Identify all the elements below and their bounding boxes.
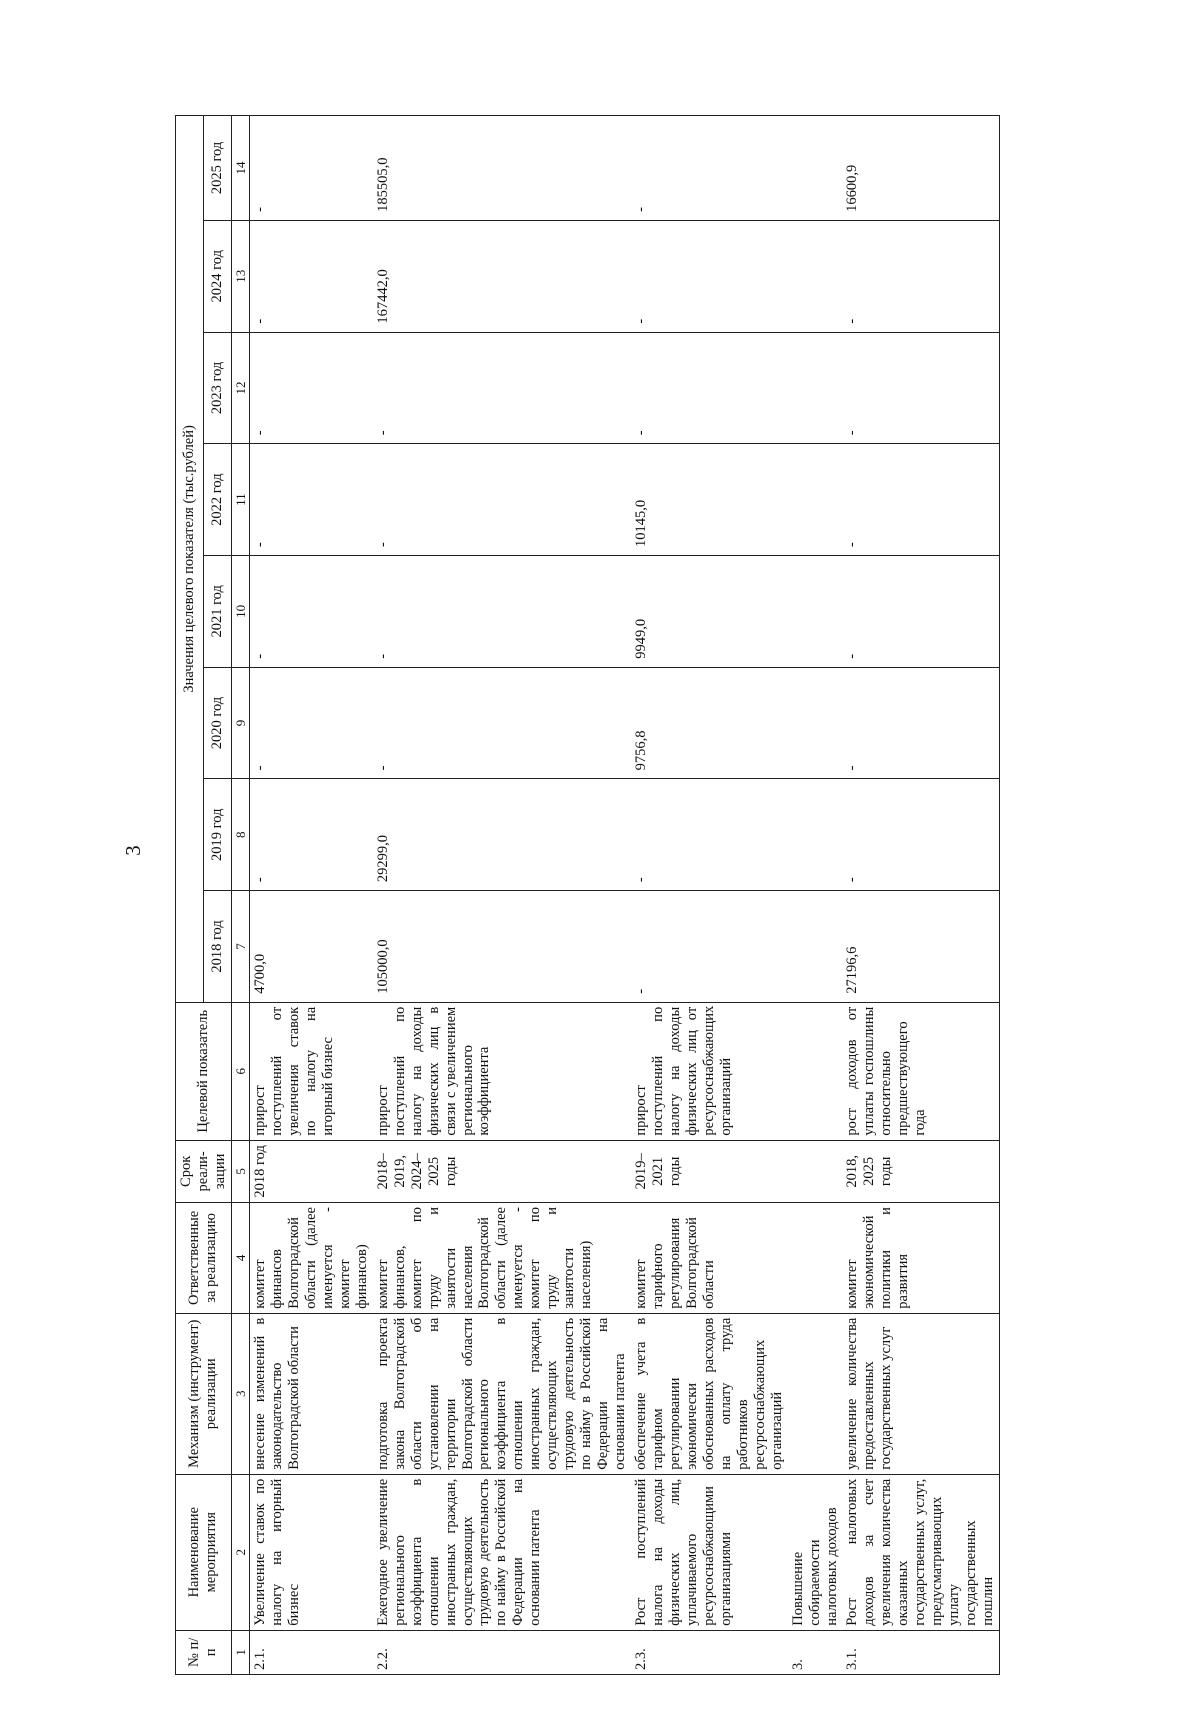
- cell-name: Рост налоговых доходов за счет увеличения количества оказанных государственных услуг, предусматривающих уплату государственных пошлин: [842, 1474, 999, 1630]
- cell-value: -: [250, 779, 373, 891]
- header-term: Срок реали-зации: [176, 1140, 232, 1202]
- header-column-number: 13: [231, 220, 249, 332]
- page-number: 3: [120, 845, 145, 856]
- measures-table: [175, 115, 1000, 1675]
- header-year: 2018 год: [203, 891, 231, 1003]
- header-year: 2020 год: [203, 667, 231, 779]
- header-year: 2025 год: [203, 116, 231, 221]
- cell-name: Ежегодное увеличение регионального коэффициента в отношении иностранных граждан, осуществляющих трудовую деятельность по найму в Российской Федерации на основании патента: [373, 1474, 631, 1630]
- cell-name: Увеличение ставок по налогу на игорный бизнес: [250, 1474, 373, 1630]
- cell-value: -: [631, 332, 788, 444]
- cell-mechanism: обеспечение учета в тарифном регулировании экономически обоснованных расходов на оплату труда работников ресурсоснабжающих организаций: [631, 1313, 788, 1474]
- cell-num: 2.1.: [250, 1630, 373, 1674]
- cell-value: 9756,8: [631, 667, 788, 779]
- header-column-number: 9: [231, 667, 249, 779]
- header-column-number: 2: [231, 1474, 249, 1630]
- cell-target: прирост поступлений от увеличения ставок по налогу на игорный бизнес: [250, 1002, 373, 1140]
- cell-value: -: [250, 555, 373, 667]
- header-year: 2024 год: [203, 220, 231, 332]
- cell-value: [788, 667, 843, 779]
- header-name: Наименование мероприятия: [176, 1474, 232, 1630]
- cell-value: -: [631, 779, 788, 891]
- cell-mechanism: увеличение количества предоставленных государственных услуг: [842, 1313, 999, 1474]
- cell-value: -: [373, 444, 631, 556]
- table-row: [631, 116, 788, 1675]
- cell-value: 185505,0: [373, 116, 631, 221]
- table-row: [373, 116, 631, 1675]
- cell-num: 3.: [788, 1630, 843, 1674]
- header-column-number: 7: [231, 891, 249, 1003]
- cell-value: -: [842, 779, 999, 891]
- header-column-number: 11: [231, 444, 249, 556]
- cell-target: прирост поступлений по налогу на доходы физических лиц в связи с увеличением регионального коэффициента: [373, 1002, 631, 1140]
- cell-value: -: [250, 667, 373, 779]
- cell-num: 2.2.: [373, 1630, 631, 1674]
- table-header: [176, 116, 250, 1675]
- cell-value: -: [631, 116, 788, 221]
- cell-value: -: [373, 555, 631, 667]
- cell-value: -: [842, 444, 999, 556]
- header-column-number: 8: [231, 779, 249, 891]
- header-column-number: 3: [231, 1313, 249, 1474]
- cell-term: 2019–2021 годы: [631, 1140, 788, 1202]
- cell-value: [788, 444, 843, 556]
- cell-value: -: [250, 220, 373, 332]
- cell-num: 2.3.: [631, 1630, 788, 1674]
- cell-value: 10145,0: [631, 444, 788, 556]
- cell-value: -: [842, 667, 999, 779]
- cell-value: 9949,0: [631, 555, 788, 667]
- cell-responsible: комитет экономической политики и развития: [842, 1203, 999, 1314]
- header-column-number: 4: [231, 1203, 249, 1314]
- header-year: 2021 год: [203, 555, 231, 667]
- cell-value: 29299,0: [373, 779, 631, 891]
- cell-name: Рост поступлений налога на доходы физических лиц, уплачиваемого ресурсоснабжающими организациями: [631, 1474, 788, 1630]
- cell-responsible: комитет финансов Волгоградской области (далее именуется - комитет финансов): [250, 1203, 373, 1314]
- cell-name: Повышение собираемости налоговых доходов: [788, 1474, 843, 1630]
- header-year: 2023 год: [203, 332, 231, 444]
- cell-value: [788, 332, 843, 444]
- cell-responsible: [788, 1203, 843, 1314]
- cell-term: 2018 год: [250, 1140, 373, 1202]
- header-column-number: 5: [231, 1140, 249, 1202]
- cell-value: 27196,6: [842, 891, 999, 1003]
- cell-value: -: [250, 116, 373, 221]
- cell-target: рост доходов от уплаты госпошлины относительно предшествующего года: [842, 1002, 999, 1140]
- header-year: 2019 год: [203, 779, 231, 891]
- cell-target: [788, 1002, 843, 1140]
- header-column-number: 14: [231, 116, 249, 221]
- cell-mechanism: внесение изменений в законодательство Волгоградской области: [250, 1313, 373, 1474]
- cell-responsible: комитет финансов, комитет по труду и занятости населения Волгоградской области (далее именуется - комитет по труду и занятости населения): [373, 1203, 631, 1314]
- header-column-number: 10: [231, 555, 249, 667]
- header-column-number: 1: [231, 1630, 249, 1674]
- header-target: Целевой показатель: [176, 1002, 232, 1140]
- cell-value: -: [250, 444, 373, 556]
- cell-value: [788, 116, 843, 221]
- cell-value: 167442,0: [373, 220, 631, 332]
- cell-mechanism: подготовка проекта закона Волгоградской области об установлении на территории Волгоградской области регионального коэффициента в отношении иностранных граждан, осуществляющих трудовую деятельность по найму в Российской Федерации на основании патента: [373, 1313, 631, 1474]
- cell-value: -: [373, 667, 631, 779]
- cell-value: [788, 779, 843, 891]
- cell-mechanism: [788, 1313, 843, 1474]
- cell-term: 2018, 2025 годы: [842, 1140, 999, 1202]
- cell-value: 4700,0: [250, 891, 373, 1003]
- cell-value: [788, 555, 843, 667]
- cell-value: -: [631, 220, 788, 332]
- table-row: [842, 116, 999, 1675]
- header-column-number: 12: [231, 332, 249, 444]
- cell-term: 2018–2019, 2024–2025 годы: [373, 1140, 631, 1202]
- cell-value: 105000,0: [373, 891, 631, 1003]
- cell-value: [788, 220, 843, 332]
- table-body: [250, 116, 1000, 1675]
- rotated-table-wrapper: [175, 115, 1200, 1675]
- header-responsible: Ответственные за реализацию: [176, 1203, 232, 1314]
- cell-value: -: [631, 891, 788, 1003]
- cell-value: -: [373, 332, 631, 444]
- cell-value: -: [842, 332, 999, 444]
- cell-value: 16600,9: [842, 116, 999, 221]
- header-values-group: Значения целевого показателя (тыс.рублей): [176, 116, 204, 1003]
- table-row: [250, 116, 373, 1675]
- cell-value: -: [842, 555, 999, 667]
- cell-num: 3.1.: [842, 1630, 999, 1674]
- table-row: [788, 116, 843, 1675]
- cell-responsible: комитет тарифного регулирования Волгоградской области: [631, 1203, 788, 1314]
- cell-term: [788, 1140, 843, 1202]
- cell-value: -: [842, 220, 999, 332]
- cell-value: -: [250, 332, 373, 444]
- header-mechanism: Механизм (инструмент) реализации: [176, 1313, 232, 1474]
- header-column-number: 6: [231, 1002, 249, 1140]
- header-num: № п/п: [176, 1630, 232, 1674]
- cell-value: [788, 891, 843, 1003]
- header-year: 2022 год: [203, 444, 231, 556]
- header-column-numbers: [231, 116, 249, 1675]
- cell-target: прирост поступлений по налогу на доходы физических лиц от ресурсоснабжающих организаций: [631, 1002, 788, 1140]
